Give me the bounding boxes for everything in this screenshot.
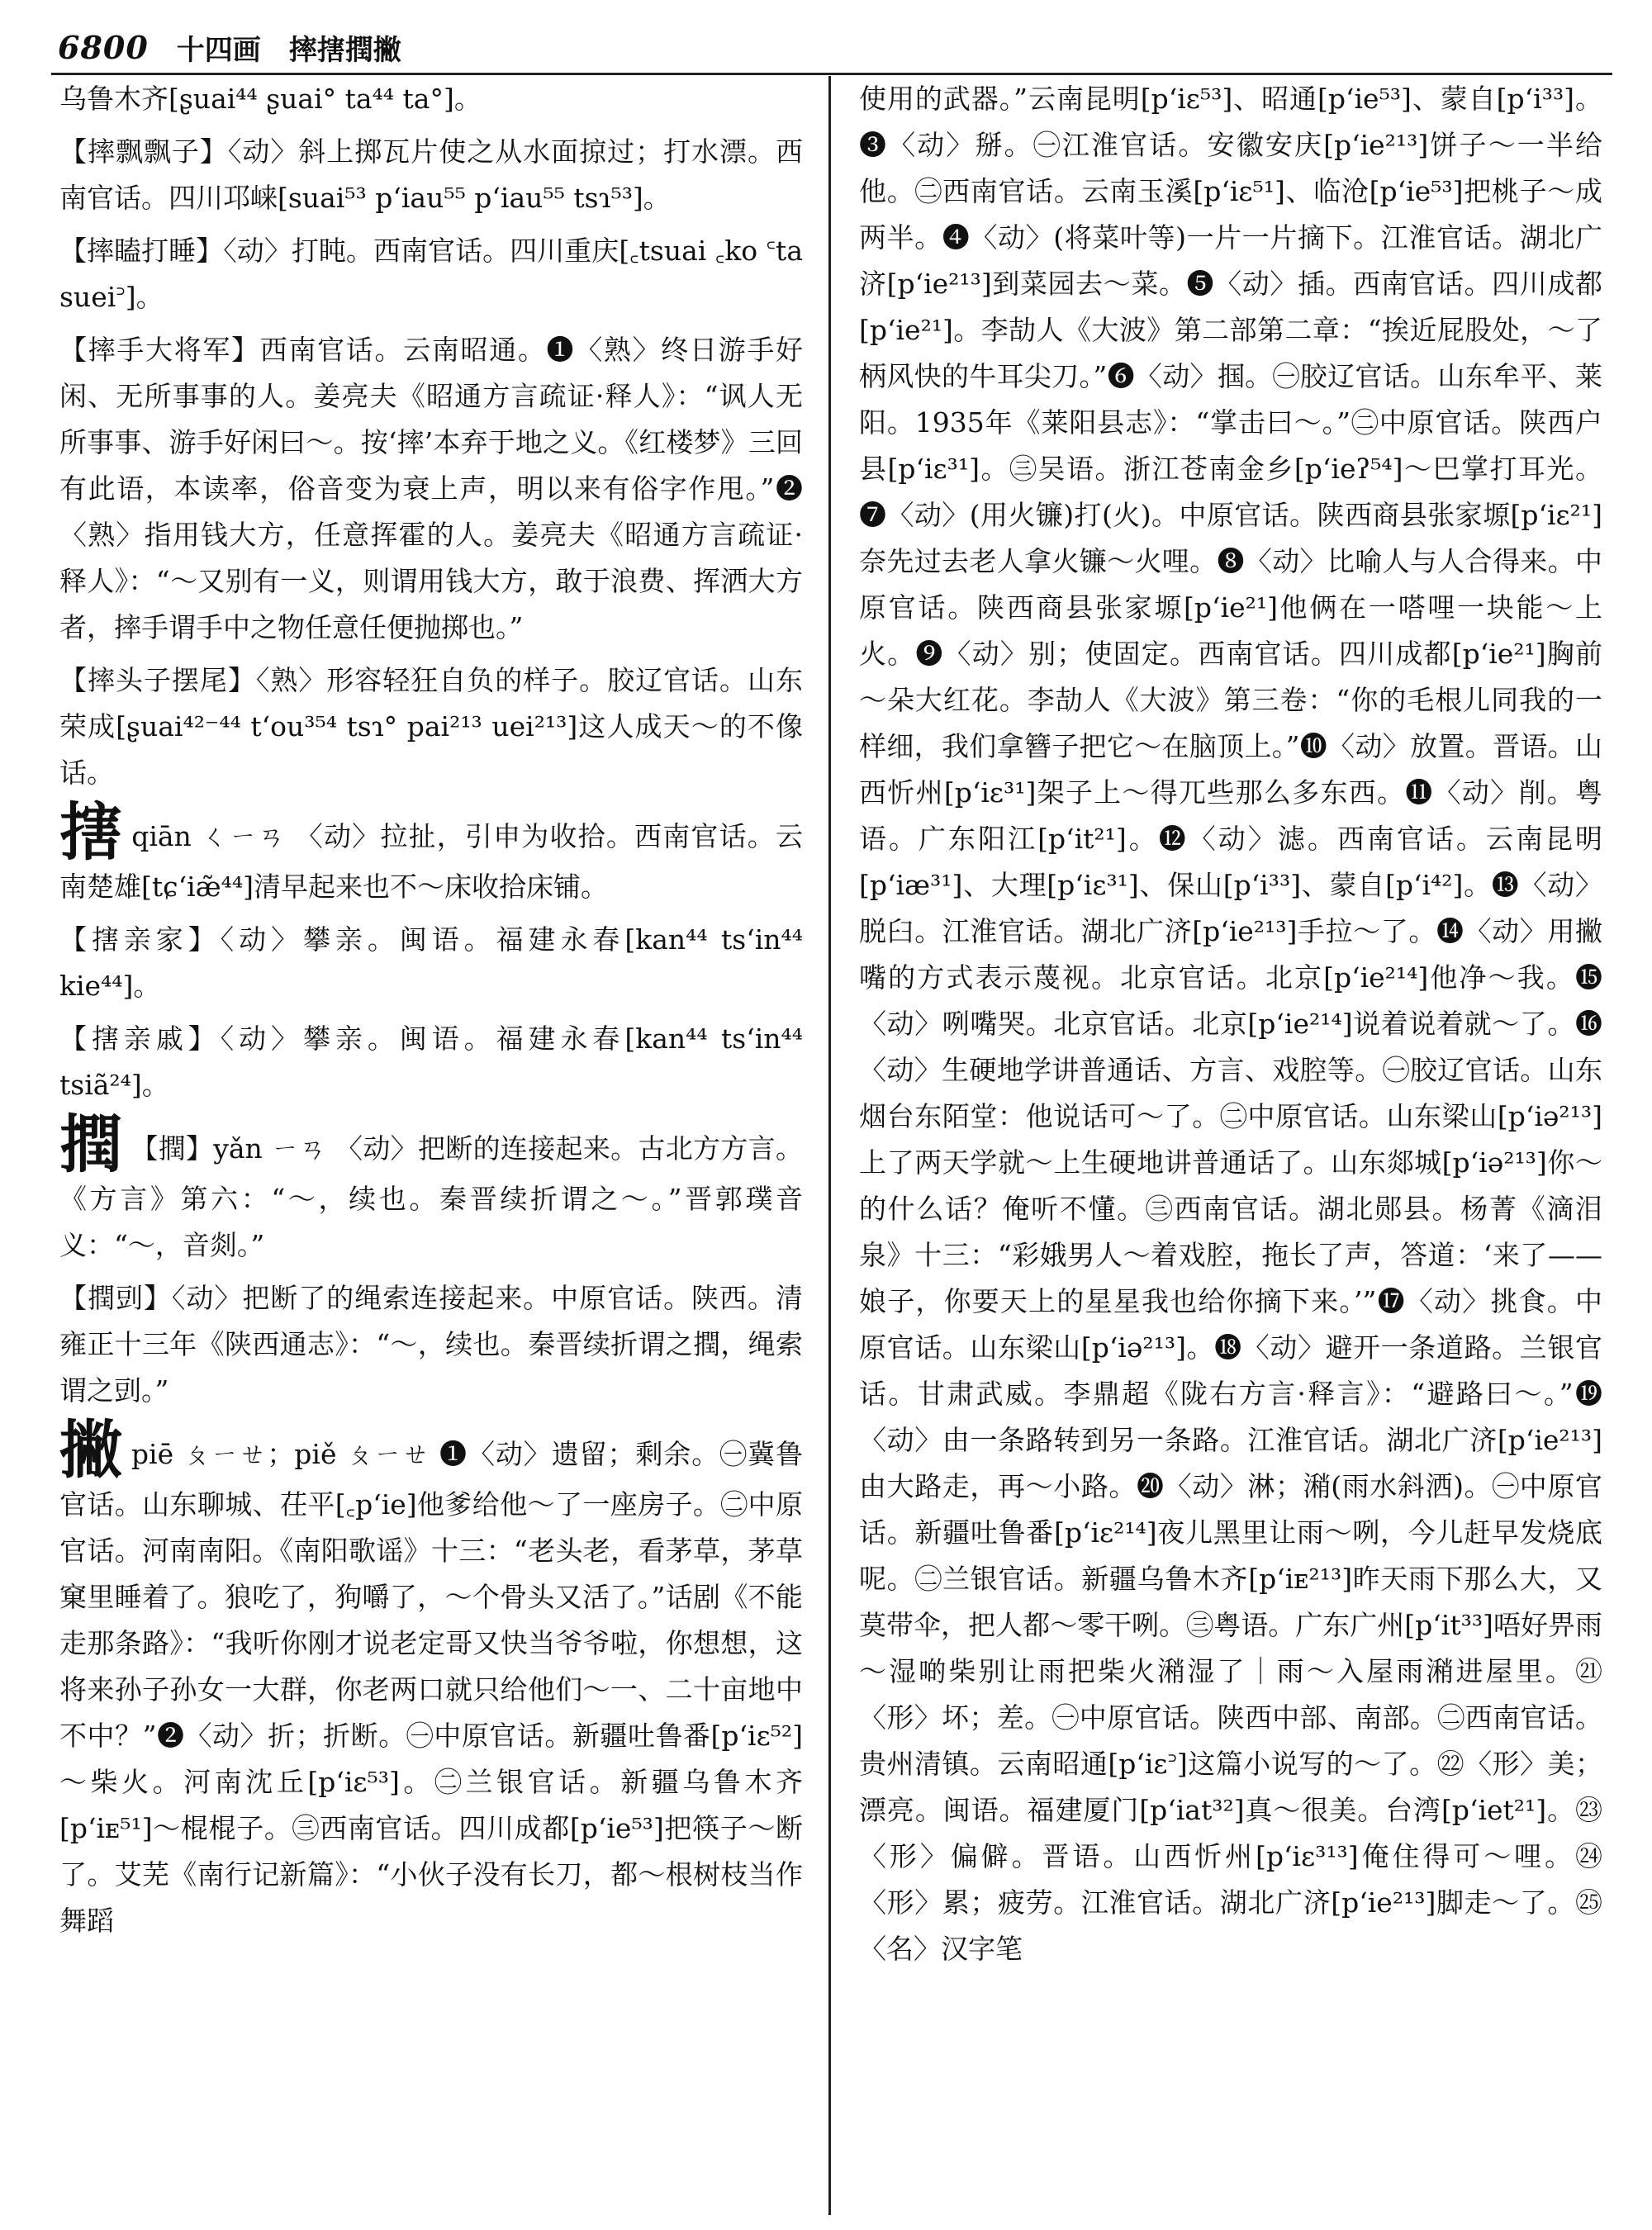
entry-text: 【撋】yǎn ㄧㄢ 〈动〉把断的连接起来。古北方方言。《方言》第六：“～，续也。秦晋续折谓之～。”晋郭璞音义：“～，音剡。” xyxy=(59,1132,803,1261)
entry-text: piē ㄆㄧㄝ；piě ㄆㄧㄝ ❶〈动〉遗留；剩余。㊀冀鲁官话。山东聊城、茌平[꜀p‘ie]他爹给他～了一座房子。㊁中原官话。河南南阳。《南阳歌谣》十三：“老头老，看茅草，茅草窠里睡着了。狼吃了，狗嚼了，～个骨头又活了。”话剧《不能走那条路》：“我听你刚才说老定哥又快当爷爷啦，你想想，这将来孙子孙女一大群，你老两口就只给他们～一、二十亩地中不中？”❷〈动〉折；折断。㊀中原官话。新疆吐鲁番[p‘iɛ⁵²]～柴火。河南沈丘[p‘iɛ⁵³]。㊁兰银官话。新疆乌鲁木齐[p‘iᴇ⁵¹]～棍棍子。㊂西南官话。四川成都[p‘ie⁵³]把筷子～断了。艾芜《南行记新篇》：“小伙子没有长刀，都～根树枝当作舞蹈 xyxy=(59,1438,803,1937)
sub-entry: 【摔瞌打睡】〈动〉打盹。西南官话。四川重庆[꜀tsuai ꜀ko ꜂ta suei꜄]。 xyxy=(59,235,803,313)
stroke-count: 十四画 xyxy=(176,33,261,67)
right-column xyxy=(859,76,1602,2219)
head-character: 搳 xyxy=(59,795,124,869)
column-divider xyxy=(828,76,831,2215)
sub-entry: 【摔飘飘子】〈动〉斜上掷瓦片使之从水面掠过；打水漂。西南官话。四川邛崃[suai⁵³ p‘iau⁵⁵ p‘iau⁵⁵ tsɿ⁵³]。 xyxy=(59,135,803,214)
left-column xyxy=(59,76,803,2219)
header-head-chars: 摔搳撋撇 xyxy=(288,33,401,67)
entry-text: qiān ㄑㄧㄢ 〈动〉拉扯，引申为收拾。西南官话。云南楚雄[tɕ‘iæ̃⁴⁴]清早起来也不～床收拾床铺。 xyxy=(59,820,803,903)
sub-entry: 【搳亲戚】〈动〉攀亲。闽语。福建永春[kan⁴⁴ ts‘in⁴⁴ tsiã²⁴]。 xyxy=(59,1022,803,1101)
head-character: 撋 xyxy=(59,1108,123,1181)
sub-entry: 【摔头子摆尾】〈熟〉形容轻狂自负的样子。胶辽官话。山东荣成[ʂuai⁴²⁻⁴⁴ t‘ou³⁵⁴ tsɿ° pai²¹³ uei²¹³]这人成天～的不像话。 xyxy=(59,664,803,789)
head-entry xyxy=(59,1413,803,1944)
head-entry xyxy=(59,795,803,910)
page-number: 6800 xyxy=(58,28,149,66)
sub-entry: 【撋剅】〈动〉把断了的绳索连接起来。中原官话。陕西。清雍正十三年《陕西通志》：“～，续也。秦晋续折谓之撋，绳索谓之剅。” xyxy=(59,1282,803,1407)
head-character: 撇 xyxy=(59,1413,123,1487)
sub-entry: 【搳亲家】〈动〉攀亲。闽语。福建永春[kan⁴⁴ ts‘in⁴⁴ kie⁴⁴]。 xyxy=(59,923,803,1002)
head-entry xyxy=(59,1108,803,1269)
entry-text: 乌鲁木齐[ʂuai⁴⁴ ʂuai° ta⁴⁴ ta°]。 xyxy=(59,83,482,115)
page-header xyxy=(58,18,1611,76)
header-rule xyxy=(51,73,1612,75)
entry-text: 使用的武器。”云南昆明[p‘iɛ⁵³]、昭通[p‘ie⁵³]、蒙自[p‘i³³]。❸〈动〉掰。㊀江淮官话。安徽安庆[p‘ie²¹³]饼子～一半给他。㊁西南官话。云南玉溪[p‘iɛ⁵¹]、临沧[p‘ie⁵³]把桃子～成两半。❹〈动〉(将菜叶等)一片一片摘下。江淮官话。湖北广济[p‘ie²¹³]到菜园去～菜。❺〈动〉插。西南官话。四川成都[p‘ie²¹]。李劼人《大波》第二部第二章：“挨近屁股处，～了柄风快的牛耳尖刀。”❻〈动〉掴。㊀胶辽官话。山东牟平、莱阳。1935年《莱阳县志》：“掌击曰～。”㊁中原官话。陕西户县[p‘iɛ³¹]。㊂吴语。浙江苍南金乡[p‘ieʔ⁵⁴]～巴掌打耳光。❼〈动〉(用火镰)打(火)。中原官话。陕西商县张家塬[p‘iɛ²¹]奈先过去老人拿火镰～火哩。❽〈动〉比喻人与人合得来。中原官话。陕西商县张家塬[p‘ie²¹]他俩在一嗒哩一块能～上火。❾〈动〉别；使固定。西南官话。四川成都[p‘ie²¹]胸前～朵大红花。李劼人《大波》第三卷：“你的毛根儿同我的一样细，我们拿簪子把它～在脑顶上。”❿〈动〉放置。晋语。山西忻州[p‘iɛ³¹]架子上～得兀些那么多东西。⓫〈动〉削。粤语。广东阳江[p‘it²¹]。⓬〈动〉滤。西南官话。云南昆明[p‘iæ³¹]、大理[p‘iɛ³¹]、保山[p‘i³³]、蒙自[p‘i⁴²]。⓭〈动〉脱臼。江淮官话。湖北广济[p‘ie²¹³]手拉～了。⓮〈动〉用撇嘴的方式表示蔑视。北京官话。北京[p‘ie²¹⁴]他净～我。⓯〈动〉咧嘴哭。北京官话。北京[p‘ie²¹⁴]说着说着就～了。⓰〈动〉生硬地学讲普通话、方言、戏腔等。㊀胶辽官话。山东烟台东陌堂：他说话可～了。㊁中原官话。山东梁山[p‘iə²¹³]上了两天学就～上生硬地讲普通话了。山东郯城[p‘iə²¹³]你～的什么话？俺听不懂。㊂西南官话。湖北郧县。杨菁《滴泪泉》十三：“彩娥男人～着戏腔，拖长了声，答道：‘来了——娘子，你要天上的星星我也给你摘下来。’”⓱〈动〉挑食。中原官话。山东梁山[p‘iə²¹³]。⓲〈动〉避开一条道路。兰银官话。甘肃武威。李鼎超《陇右方言·释言》：“避路曰～。”⓳〈动〉由一条路转到另一条路。江淮官话。湖北广济[p‘ie²¹³]由大路走，再～小路。⓴〈动〉淋；潲(雨水斜洒)。㊀中原官话。新疆吐鲁番[p‘iɛ²¹⁴]夜儿黑里让雨～咧，今儿赶早发烧底呢。㊁兰银官话。新疆乌鲁木齐[p‘iᴇ²¹³]昨天雨下那么大，又莫带伞，把人都～零干咧。㊂粤语。广东广州[p‘it³³]唔好畀雨～湿啲柴别让雨把柴火潲湿了｜雨～入屋雨潲进屋里。㉑〈形〉坏；差。㊀中原官话。陕西中部、南部。㊁西南官话。贵州清镇。云南昭通[p‘iɛ꜄]这篇小说写的～了。㉒〈形〉美；漂亮。闽语。福建厦门[p‘iat³²]真～很美。台湾[p‘iet²¹]。㉓〈形〉偏僻。晋语。山西忻州[p‘iɛ³¹³]俺住得可～哩。㉔〈形〉累；疲劳。江淮官话。湖北广济[p‘ie²¹³]脚走～了。㉕〈名〉汉字笔 xyxy=(859,83,1602,1965)
sub-entry: 【摔手大将军】西南官话。云南昭通。❶〈熟〉终日游手好闲、无所事事的人。姜亮夫《昭通方言疏证·释人》：“讽人无所事事、游手好闲曰～。按‘摔’本弃于地之义。《红楼梦》三回有此语，本读率，俗音变为衰上声，明以来有俗字作甩。”❷〈熟〉指用钱大方，任意挥霍的人。姜亮夫《昭通方言疏证·释人》：“～又别有一义，则谓用钱大方，敢于浪费、挥洒大方者，摔手谓手中之物任意任便抛掷也。” xyxy=(59,334,803,643)
